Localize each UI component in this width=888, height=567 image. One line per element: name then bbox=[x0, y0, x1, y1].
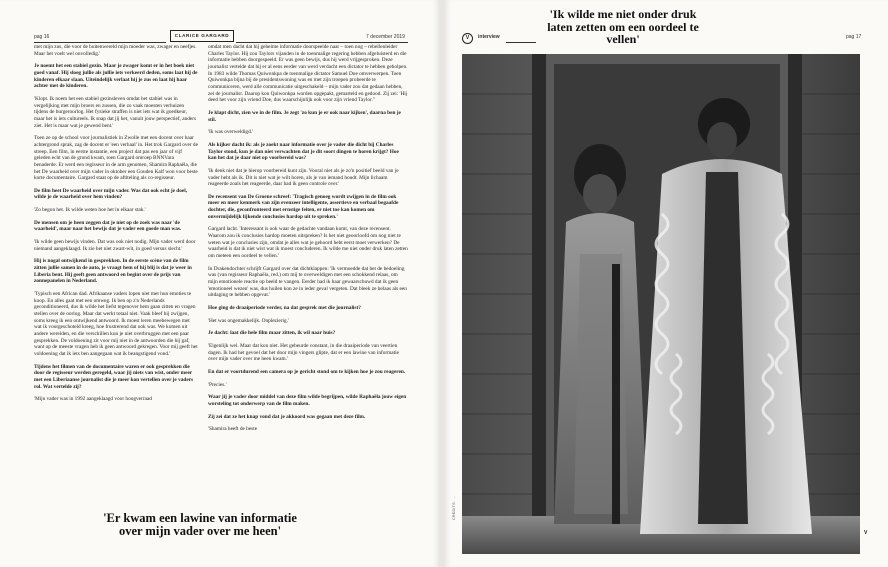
header-rule-left bbox=[34, 42, 166, 43]
question: Tijdens het filmen van de documentaire waren er ook gesprekken die door de regisseur werden geregeld, waar jij niets van wist, onder meer met een Liberiaanse journalist die je meer kon vertellen over je vaders rol. Wat vertelde zij? bbox=[34, 363, 194, 390]
page-number-right: pag 17 bbox=[846, 34, 862, 40]
question: Hoe ging de draaiperiode verder, na dat gesprek met die journalist? bbox=[208, 305, 361, 311]
question: De mensen om je heen zeggen dat je niet op de zoek was naar 'de waarheid', maar naar het bewijs dat je vader een goede man was. bbox=[34, 219, 182, 233]
paragraph: 'Typisch een African dad. Afrikaanse vaders lopen niet met hun emoties te koop. En alles gaat met een omweg. Ik ben op z'n Nederlands geconditioneerd, dus ik wilde het liefst tegenover hem gaan zitten en vragen stellen over de oorlog. Maar dat werkt totaal niet. Vaak bleef hij zwijgen, soms kreeg ik een ontwijkend antwoord. Ik moest leren meebewegen met wat ik voorgeschoteld kreeg, hoe frustrerend dat ook was. We komen uit andere werelden, en die verschillen kun je niet overbruggen met een paar gesprekken. De voldoening zit voor mij niet in de antwoorden die hij gaf, want op de meeste vragen heb ik geen antwoord gekregen. Voor mij geeft het voldoening dat ik iets ben aangegaan wat ik beangstigend vond.' bbox=[34, 291, 198, 357]
paragraph: 'Mijn vader was in 1992 aangeklaagd voor hoogverraad bbox=[34, 396, 152, 403]
paragraph: 'Ik wilde geen bewijs vinden. Dat was ook niet nodig. Mijn vader werd door niemand aangeklaagd. Ik zie het niet zwart-wit, in goed versus slecht.' bbox=[34, 239, 196, 252]
section-right: interview bbox=[478, 34, 500, 40]
question: Hij is nogal ontwijkend in gesprekken. In de eerste scène van de film zitten jullie samen in de auto, je vraagt hem of hij blij is dat je weer in Liberia bent. Hij geeft geen antwoord en begint over de prijs van zonnepanelen in Nederland. bbox=[34, 258, 192, 285]
paragraph: 'Shamira heeft de beste bbox=[208, 426, 258, 433]
portrait-illustration bbox=[462, 54, 860, 554]
article-column-2 bbox=[208, 44, 408, 439]
corner-logo-icon: V bbox=[864, 530, 868, 536]
question: De film heet De waarheid over mijn vader. Was dat ook echt je doel, wilde je de waarheid over hem vinden? bbox=[34, 187, 188, 201]
paragraph: 'Precies.' bbox=[208, 381, 227, 388]
paragraph: 'Klopt. Ik noem het een stabiel gezinsleven omdat het stabiel was in vergelijking met mijn broers en zussen, die zo vaak moesten verhuizen tijdens de burgeroorlog. Het fysieke straffen is niet iets wat ik goedkeur, maar het is iets cultureels. Ik snap dat jij het, vanuit jouw perspectief, anders ziet. Het is maar wat je gewend bent.' bbox=[34, 95, 197, 129]
question: Zij zei dat ze het knap vond dat je akkoord was gegaan met deze film. bbox=[208, 413, 366, 420]
question: En dat er voortdurend een camera op je gericht stond om te kijken hoe je zou reageren. bbox=[208, 368, 406, 375]
paragraph: Gargard lacht. 'Interessant is ook waar de gedachte vandaan komt, van deze recensent. Waarom zou ik conclusies hardop moeten uitspreken? Is het niet geoorloofd om nog niet te weten wat je conclusies zijn, omdat je alles wat je gehoord hebt eerst moet verwerken? De waarheid is dat ik niet wist wat ik moest concluderen. Ik wilde me niet onder druk laten zetten om meteen een oordeel te vellen.' bbox=[208, 226, 408, 260]
question: Als kijker dacht ik: als je zoekt naar informatie over je vader die dicht bij Charles Taylor stond, kun je dan niet verwachten dat je dit soort dingen te horen krijgt? Hoe kan het dat je daar niet op voorbereid was? bbox=[208, 141, 399, 162]
paragraph: omdat men dacht dat hij geheime informatie doorspeelde naar – toen nog – rebellenleider Charles Taylor. Hij zou Taylors vijanden in de toenmalige regering hebben afgeluisterd en die informatie hebben doorgespeeld. Er was geen bewijs, dus hij werd vrijgesproken. Deze journalist vertelde dat hij er al eens eerder van werd verdacht een dictator te hebben geholpen. In 1983 wilde Thomas Quiwonkpa de toenmalige dictator Samuel Doe omverwerpen. Toen Quiwonkpa bijna bij de presidentswoning was en met zijn troepen probeerde te communiceren, werd alle communicatie uitgeschakeld – mijn vader zou dat gedaan hebben, zei de journalist. Daarop kon Quiwonkpa worden opgepakt, gemarteld en gedood. Zij zei: 'Hij deed het voor zijn vriend Doe, dus waarschijnlijk ook voor zijn vriend Taylor.'' bbox=[208, 44, 408, 104]
question: De recensent van De Groene schreef: 'Tragisch genoeg wordt zwijgen in de film ook meer en meer kenmerk van zijn evenzeer intelligente, assertieve en verbaal begaafde dochter, die, geconfronteerd met ernstige feiten, er niet toe kan komen om onvermijdelijk lijkende conclusies hardop uit te spreken.' bbox=[208, 193, 399, 220]
question: Waar jij je vader door middel van deze film wilde begrijpen, wilde Raphaëla jouw eigen worsteling tot onderwerp van de film maken. bbox=[208, 394, 407, 407]
header-rule-right-page bbox=[506, 42, 536, 43]
pull-quote-right: 'Ik wilde me niet onder druk laten zetten om een oordeel te vellen' bbox=[547, 7, 699, 47]
pull-quote-left: 'Er kwam een lawine van informatie over mijn vader over me heen' bbox=[103, 511, 297, 539]
paragraph: 'Het was ongemakkelijk. Onplezierig.' bbox=[208, 317, 289, 324]
paragraph: 'Zo begon het. Ik wilde weten hoe het in elkaar stak.' bbox=[34, 207, 146, 214]
paragraph: 'Eigenlijk wel. Maar dat kon niet. Het gebeurde constant, in die draaiperiode van veertien dagen. Ik had het gevoel dat het door mijn vingers glipte, dat er een lawine van informatie over mijn vader over me heen kwam.' bbox=[208, 342, 399, 363]
question: Je dacht: laat die hele film maar zitten, ik wil naar huis? bbox=[208, 330, 336, 337]
paragraph: 'Ik denk niet dat je hierop voorbereid kunt zijn. Vooral niet als je zo'n positief beeld van je vader hebt als ik. Dit is niet wat je wilt horen, als je van iemand houdt. Mijn lichaam reageerde zoals het reageerde, daar had ik geen controle over.' bbox=[208, 167, 399, 188]
article-column-1 bbox=[34, 44, 198, 409]
question: Je noemt het een stabiel gezin. Maar je zwager komt er in het boek niet goed vanaf. Hij sloeg jullie als jullie iets verkeerd deden, soms laat hij de kinderen elkaar slaan. Uiteindelijk verlaat hij je zus en laat hij haar achter met de kinderen. bbox=[34, 63, 198, 90]
photo-credit: CREDITS: ... bbox=[452, 495, 456, 520]
issue-date: 7 december 2019 bbox=[366, 34, 405, 40]
magazine-logo-icon: V bbox=[462, 33, 473, 44]
question: Je klapt dicht, zien we in de film. Je zegt 'zo kun je er ook naar kijken', daarna ben je stil. bbox=[208, 109, 401, 123]
paragraph: In Drakendochter schrijft Gargard over dat dichtklappen: 'Ik vermoedde dat het de bedoeling was (van regisseur Raphaëla, red.) om mij te overweldigen met een schokkend relaas, om mijn emotionele reactie op beeld te vangen. Eerder had ik haar gewaarschuwd dat ik geen 'emotioneel wezen' was, dus huilen kon ze in ieder geval vergeten. Dat bleek ze helaas als een uitdaging te hebben opgevat.' bbox=[208, 265, 407, 299]
left-page bbox=[0, 0, 440, 567]
paragraph: 'Ik was overweldigd.' bbox=[208, 129, 254, 136]
header-rule-right bbox=[236, 42, 408, 43]
paragraph: Toen ze op de school voor journalistiek in Zwolle met een docent over haar achtergrond sprak, zag de docent er 'een verhaal' in. Het trok Gargard over de streep. Een film, in eerste instantie, een project dat pas een jaar of vijf geleden echt van de grond kwam, toen Gargard omroep BNNVara benaderde. Er werd een regisseur in de arm genomen, Shamira Raphaëla, die het De waarheid over mijn vader in oktober een Gouden Kalf won voor beste korte documentaire. Gargard staat op de aftiteling als co-regisseur. bbox=[34, 135, 198, 182]
portrait-photo bbox=[462, 54, 860, 554]
section-label: CLARICE GARGARD bbox=[170, 30, 234, 42]
paragraph: met mijn zus, die voor de buitenwereld mijn moeder was, zwager en neefjes. Maar het voelt wel onvolledig.' bbox=[34, 44, 197, 57]
page-number-left: pag 16 bbox=[34, 34, 50, 40]
